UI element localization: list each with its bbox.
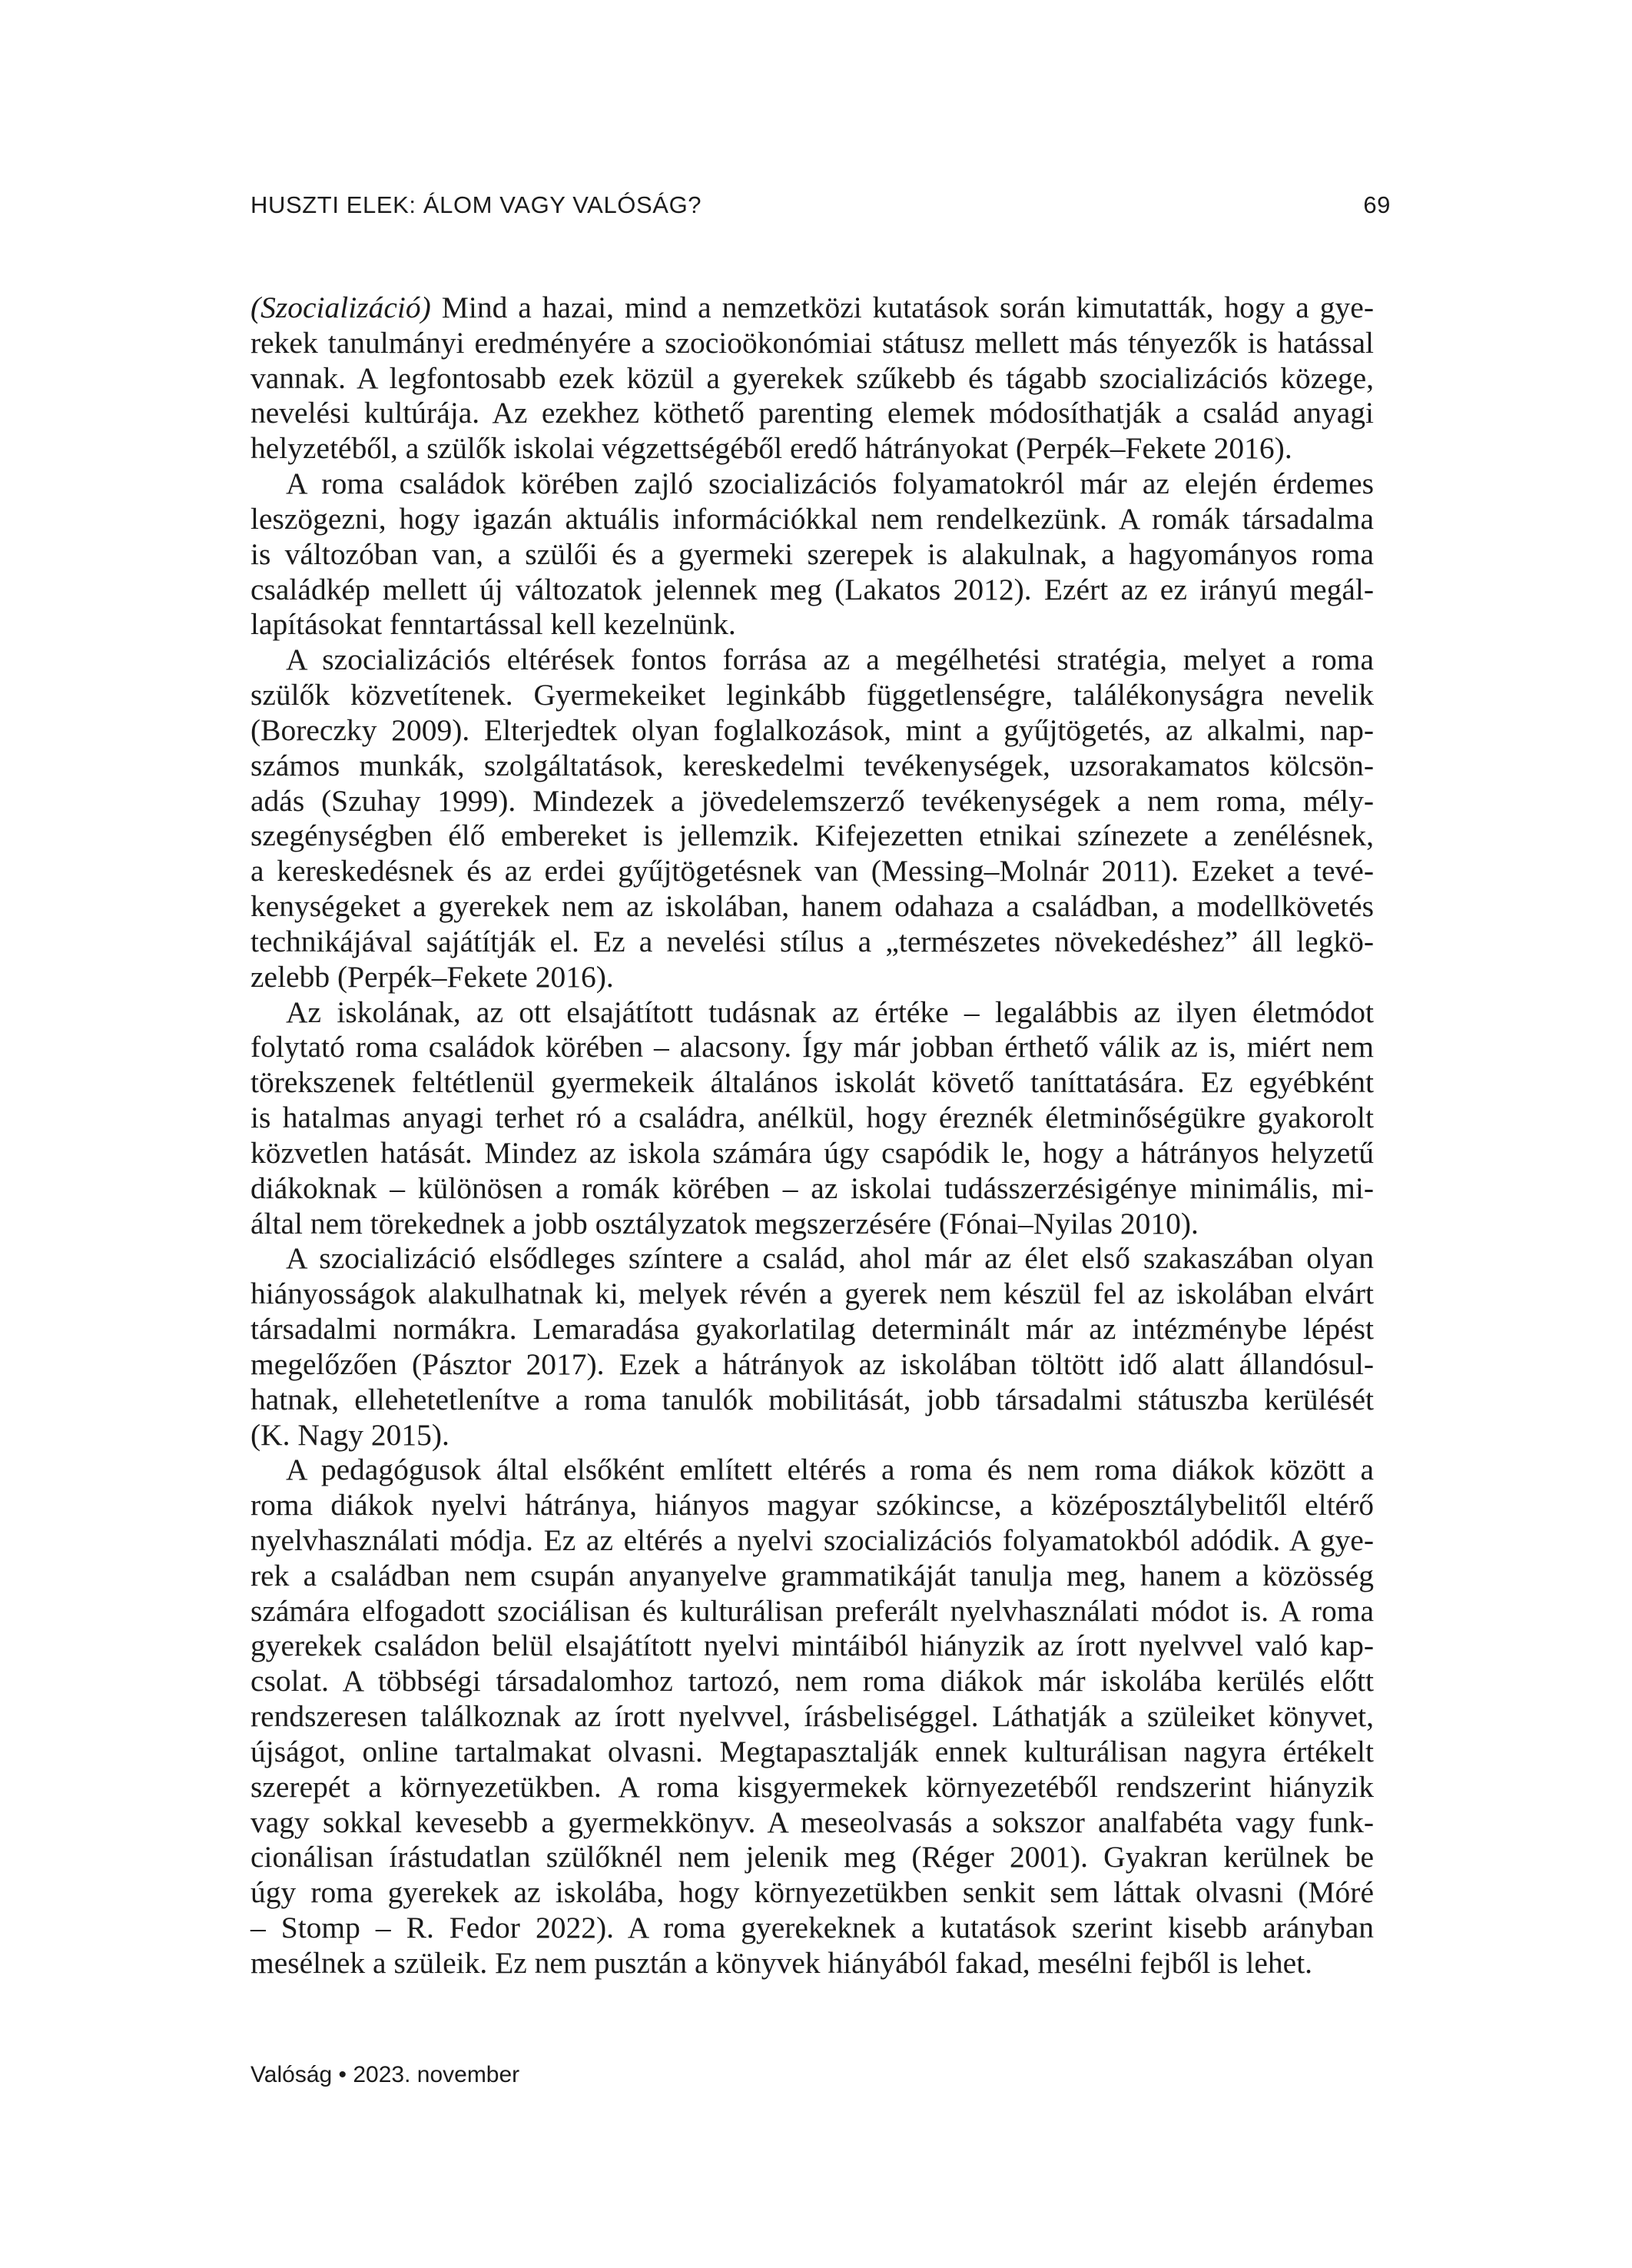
text-line: cionálisan írástudatlan szülőknél nem jelenik meg (Réger 2001). Gyakran kerülnek be [250,1840,1374,1875]
text-line: is változóban van, a szülői és a gyermeki szerepek is alakulnak, a hagyományos roma [250,536,1374,571]
text-line: is hatalmas anyagi terhet ró a családra, anélkül, hogy éreznék életminőségükre gyakorolt [250,1101,1374,1135]
text-line: gyerekek családon belül elsajátított nyelvi mintáiból hiányzik az írott nyelvvel való kap- [250,1629,1374,1663]
text-line: társadalmi normákra. Lemaradása gyakorlatilag determinált már az intézménybe lépést [250,1312,1374,1347]
section-lead-in: (Szocializáció) [250,291,431,324]
text-line: a kereskedésnek és az erdei gyűjtögetésnek van (Messing–Molnár 2011). Ezeket a tevé- [250,854,1374,888]
text-line: folytató roma családok körében – alacsony. Így már jobban érthető válik az is, miért nem [250,1030,1374,1064]
text-line: Az iskolának, az ott elsajátított tudásnak az értéke – legalábbis az ilyen életmódot [286,995,1374,1029]
text-line: szerepét a környezetükben. A roma kisgyermekek környezetéből rendszerint hiányzik [250,1769,1374,1804]
text-line: törekszenek feltétlenül gyermekeik általános iskolát követő taníttatására. Ez egyébként [250,1065,1374,1100]
text-line: A szocializációs eltérések fontos forrása az a megélhetési stratégia, melyet a roma [286,643,1374,677]
text-line: A szocializáció elsődleges színtere a család, ahol már az élet első szakaszában olyan [286,1241,1374,1276]
text-line: helyzetéből, a szülők iskolai végzettségéből eredő hátrányokat (Perpék–Fekete 2016). [250,431,1292,466]
text-line: nevelési kultúrája. Az ezekhez köthető parenting elemek módosíthatják a család anyagi [250,396,1374,430]
text-line: újságot, online tartalmakat olvasni. Megtapasztalják ennek kulturálisan nagyra értékelt [250,1734,1374,1768]
text-line: vagy sokkal kevesebb a gyermekkönyv. A meseolvasás a sokszor analfabéta vagy funk- [250,1805,1374,1839]
article-body [250,291,1374,1981]
text-line: úgy roma gyerekek az iskolába, hogy környezetükben senkit sem láttak olvasni (Móré [250,1875,1374,1910]
text-line: A pedagógusok által elsőként említett eltérés a roma és nem roma diákok között a [286,1453,1374,1487]
paragraph [250,291,1374,467]
text-line: megelőzően (Pásztor 2017). Ezek a hátrányok az iskolában töltött idő alatt állandósul- [250,1347,1374,1381]
text-line: közvetlen hatását. Mindez az iskola számára úgy csapódik le, hogy a hátrányos helyzetű [250,1135,1374,1170]
running-head [250,190,1391,221]
text-line: szegénységben élő embereket is jellemzik. Kifejezetten etnikai színezete a zenélésnek, [250,819,1374,853]
page-number: 69 [1363,191,1391,218]
text-line: A roma családok körében zajló szocializációs folyamatokról már az elején érdemes [286,467,1374,501]
text-line: számára elfogadott szociálisan és kulturálisan preferált nyelvhasználati módot is. A roma [250,1593,1374,1628]
text-line: rendszeresen találkoznak az írott nyelvvel, írásbeliséggel. Láthatják a szüleiket könyvet, [250,1699,1374,1734]
text-line: csolat. A többségi társadalomhoz tartozó, nem roma diákok már iskolába kerülés előtt [250,1664,1374,1699]
paragraph [250,467,1374,643]
paragraph [250,1453,1374,1981]
running-title: HUSZTI ELEK: ÁLOM VAGY VALÓSÁG? [250,191,702,218]
text-line: roma diákok nyelvi hátránya, hiányos magyar szókincse, a középosztálybelitől eltérő [250,1488,1374,1523]
text-line: zelebb (Perpék–Fekete 2016). [250,959,614,994]
text-line: – Stomp – R. Fedor 2022). A roma gyerekeknek a kutatások szerint kisebb arányban [250,1911,1374,1945]
page-footer: Valóság • 2023. november [250,2062,520,2087]
text-line: számos munkák, szolgáltatások, kereskedelmi tevékenységek, uzsorakamatos kölcsön- [250,748,1374,782]
paragraph [250,643,1374,995]
text-line: lapításokat fenntartással kell kezelnünk. [250,607,736,642]
text-line: mesélnek a szüleik. Ez nem pusztán a könyvek hiányából fakad, mesélni fejből is lehet. [250,1945,1313,1980]
paragraph [250,1241,1374,1453]
text-line: hiányosságok alakulhatnak ki, melyek révén a gyerek nem készül fel az iskolában elvárt [250,1277,1374,1311]
text-line: vannak. A legfontosabb ezek közül a gyerekek szűkebb és tágabb szocializációs közege, [250,360,1374,395]
text-line: (Boreczky 2009). Elterjedtek olyan foglalkozások, mint a gyűjtögetés, az alkalmi, nap- [250,712,1374,747]
text-line: diákoknak – különösen a romák körében – az iskolai tudásszerzésigénye minimális, mi- [250,1171,1374,1205]
text-line: családkép mellett új változatok jelennek meg (Lakatos 2012). Ezért az ez irányú megál- [250,572,1374,606]
text-line: kenységeket a gyerekek nem az iskolában, hanem odahaza a családban, a modellkövetés [250,889,1374,924]
text-line: által nem törekednek a jobb osztályzatok megszerzésére (Fónai–Nyilas 2010). [250,1206,1199,1240]
text-line: rekek tanulmányi eredményére a szocioökonómiai státusz mellett más tényezők is hatással [250,325,1374,360]
text-line: leszögezni, hogy igazán aktuális információkkal nem rendelkezünk. A romák társadalma [250,501,1374,536]
paragraph [250,995,1374,1242]
text-line: szülők közvetítenek. Gyermekeiket leginkább függetlenségre, találékonyságra nevelik [250,678,1374,712]
text-line: adás (Szuhay 1999). Mindezek a jövedelemszerző tevékenységek a nem roma, mély- [250,783,1374,818]
text-line: rek a családban nem csupán anyanyelve grammatikáját tanulja meg, hanem a közösség [250,1558,1374,1592]
text-line: hatnak, ellehetetlenítve a roma tanulók mobilitását, jobb társadalmi státuszba kerülését [250,1382,1374,1416]
text-line: (Szocializáció) Mind a hazai, mind a nemzetközi kutatások során kimutatták, hogy a gye- [250,291,1374,324]
text-line: technikájával sajátítják el. Ez a nevelési stílus a „természetes növekedéshez” áll legkö- [250,924,1374,958]
text-line: (K. Nagy 2015). [250,1417,449,1452]
text-line: nyelvhasználati módja. Ez az eltérés a nyelvi szocializációs folyamatokból adódik. A gye- [250,1523,1374,1557]
